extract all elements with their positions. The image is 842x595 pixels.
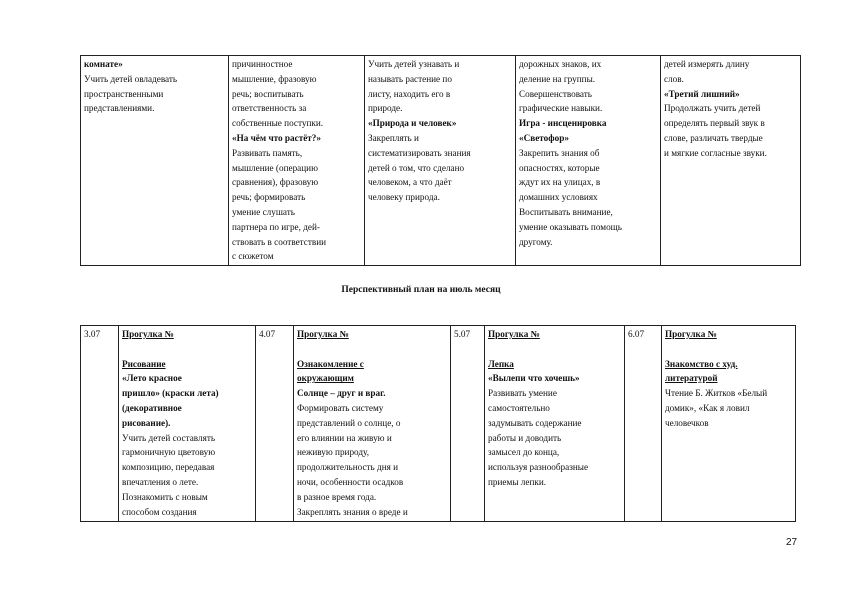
table-cell [516,56,661,266]
cell-text-line: ночи, особенности осадков [297,476,404,487]
cell-text-line: ствовать в соответствии [232,236,327,247]
cell-text-line: Познакомить с новым [122,491,208,502]
cell-text-line: Прогулка № [665,329,717,339]
cell-text-line: Воспитывать внимание, [519,206,613,217]
cell-text-line: умение слушать [232,206,295,217]
table-cell [661,56,801,266]
cell-text-line: пришло» (краски лета) [122,388,219,399]
cell-text-line: гармоничную цветовую [122,447,216,458]
cell-text-line: природе. [368,103,403,114]
cell-text-line: 3.07 [84,329,101,339]
cell-text-line: рисование). [122,417,171,428]
cell-text-line: слове, различать твердые [664,132,763,143]
cell-text-line: умение оказывать помощь [519,221,622,232]
cell-text-line: Закреплять знания о вреде и [297,506,408,517]
cell-text-line: «Природа и человек» [368,118,457,129]
cell-text-line: Совершенствовать [519,88,592,99]
cell-text-line: определять первый звук в [664,118,765,129]
date-cell [625,326,662,522]
cell-text-line: и мягкие согласные звуки. [664,147,767,158]
cell-text-line: деление на группы. [519,73,596,84]
cell-text-line: речь; формировать [232,192,306,203]
cell-text-line: задумывать содержание [488,417,582,428]
cell-text-line: способом создания [122,506,197,517]
date-cell [81,326,119,522]
cell-text-line: литературой [665,373,718,384]
cell-text-line: «Вылепи что хочешь» [488,373,580,384]
cell-text-line: графические навыки. [519,103,603,114]
cell-text-line: Лепка [488,358,514,369]
cell-text-line: Рисование [122,358,166,369]
cell-text-line: ответственность за [232,103,307,114]
cell-text-line: слов. [664,73,684,84]
cell-text-line: Прогулка № [488,329,540,339]
page-number: 27 [786,537,798,548]
cell-text-line [297,342,447,357]
cell-text-line: Чтение Б. Житков «Белый [665,388,768,399]
cell-text-line: представлений о солнце, о [297,417,401,428]
cell-text-line: Учить детей овладевать [84,73,178,84]
cell-text-line: человеком, а что даёт [368,177,452,188]
activity-cell [119,326,256,522]
cell-text-line: опасностях, которые [519,162,600,173]
cell-text-line: листу, находить его в [368,88,451,99]
cell-text-line: систематизировать знания [368,147,471,158]
cell-text-line: комнате» [84,59,123,69]
cell-text-line: используя разнообразные [488,462,589,473]
cell-text-line: домашних условиях [519,192,598,203]
cell-text-line: человеку природа. [368,192,440,203]
cell-text-line [488,342,621,357]
cell-text-line: Учить детей составлять [122,432,216,443]
activity-cell [485,326,625,522]
cell-text-line [665,342,792,357]
plan-title: Перспективный план на июль месяц [341,285,501,295]
activity-cell [294,326,451,522]
cell-text-line: Развивать умение [488,388,557,399]
cell-text-line: пространственными [84,88,164,99]
cell-text-line: «На чём что растёт?» [232,132,321,143]
cell-text-line: окружающим [297,373,354,384]
cell-text-line: мышление (операцию [232,162,318,173]
cell-text-line: в разное время года. [297,491,377,502]
cell-text-line: 4.07 [259,329,276,339]
cell-text-line: продолжительность дня и [297,462,399,473]
cell-text-line: Игра - инсценировка [519,118,607,129]
cell-text-line: его влиянии на живую и [297,432,392,443]
activity-cell [662,326,796,522]
cell-text-line: Закрепить знания об [519,147,600,158]
cell-text-line: Формировать систему [297,402,384,413]
cell-text-line: детей измерять длину [664,59,750,69]
cell-text-line: неживую природу, [297,447,370,458]
cell-text-line: Солнце – друг и враг. [297,388,386,399]
date-cell [451,326,485,522]
table-row [81,56,801,266]
table-cell [365,56,516,266]
cell-text-line: самостоятельно [488,402,550,413]
cell-text-line: человечков [665,417,709,428]
cell-text-line [122,342,252,357]
cell-text-line: Прогулка № [297,329,349,339]
cell-text-line: «Светофор» [519,132,569,143]
cell-text-line: партнера по игре, дей- [232,221,320,232]
cell-text-line: Продолжать учить детей [664,103,761,114]
cell-text-line: Знакомство с худ. [665,358,738,369]
cell-text-line: Ознакомление с [297,358,364,369]
cell-text-line: причинностное [232,59,293,69]
cell-text-line: домик», «Как я ловил [665,402,750,413]
top-plan-table [80,55,801,266]
cell-text-line: работы и доводить [488,432,562,443]
cell-text-line: композицию, передавая [122,462,215,473]
cell-text-line: представлениями. [84,103,155,114]
cell-text-line: «Третий лишний» [664,88,740,99]
date-cell [256,326,294,522]
cell-text-line: 5.07 [454,329,471,339]
cell-text-line: речь; воспитывать [232,88,304,99]
july-plan-table [80,325,796,522]
cell-text-line: замысел до конца, [488,447,560,458]
cell-text-line: Прогулка № [122,329,174,339]
cell-text-line: Учить детей узнавать и [368,59,460,69]
table-cell [81,56,229,266]
cell-text-line: сравнения), фразовую [232,177,319,188]
cell-text-line: с сюжетом [232,251,274,262]
cell-text-line: (декоративное [122,402,182,413]
cell-text-line: другому. [519,236,553,247]
cell-text-line: называть растение по [368,73,452,84]
table-cell [229,56,365,266]
table-row [81,326,796,522]
cell-text-line: ждут их на улицах, в [519,177,601,188]
cell-text-line: собственные поступки. [232,118,324,129]
cell-text-line: мышление, фразовую [232,73,317,84]
cell-text-line: впечатления о лете. [122,476,199,487]
cell-text-line: приемы лепки. [488,476,547,487]
cell-text-line: «Лето красное [122,373,182,384]
cell-text-line: детей о том, что сделано [368,162,465,173]
cell-text-line: Развивать память, [232,147,303,158]
cell-text-line: дорожных знаков, их [519,59,602,69]
cell-text-line: Закреплять и [368,132,419,143]
cell-text-line: 6.07 [628,329,645,339]
